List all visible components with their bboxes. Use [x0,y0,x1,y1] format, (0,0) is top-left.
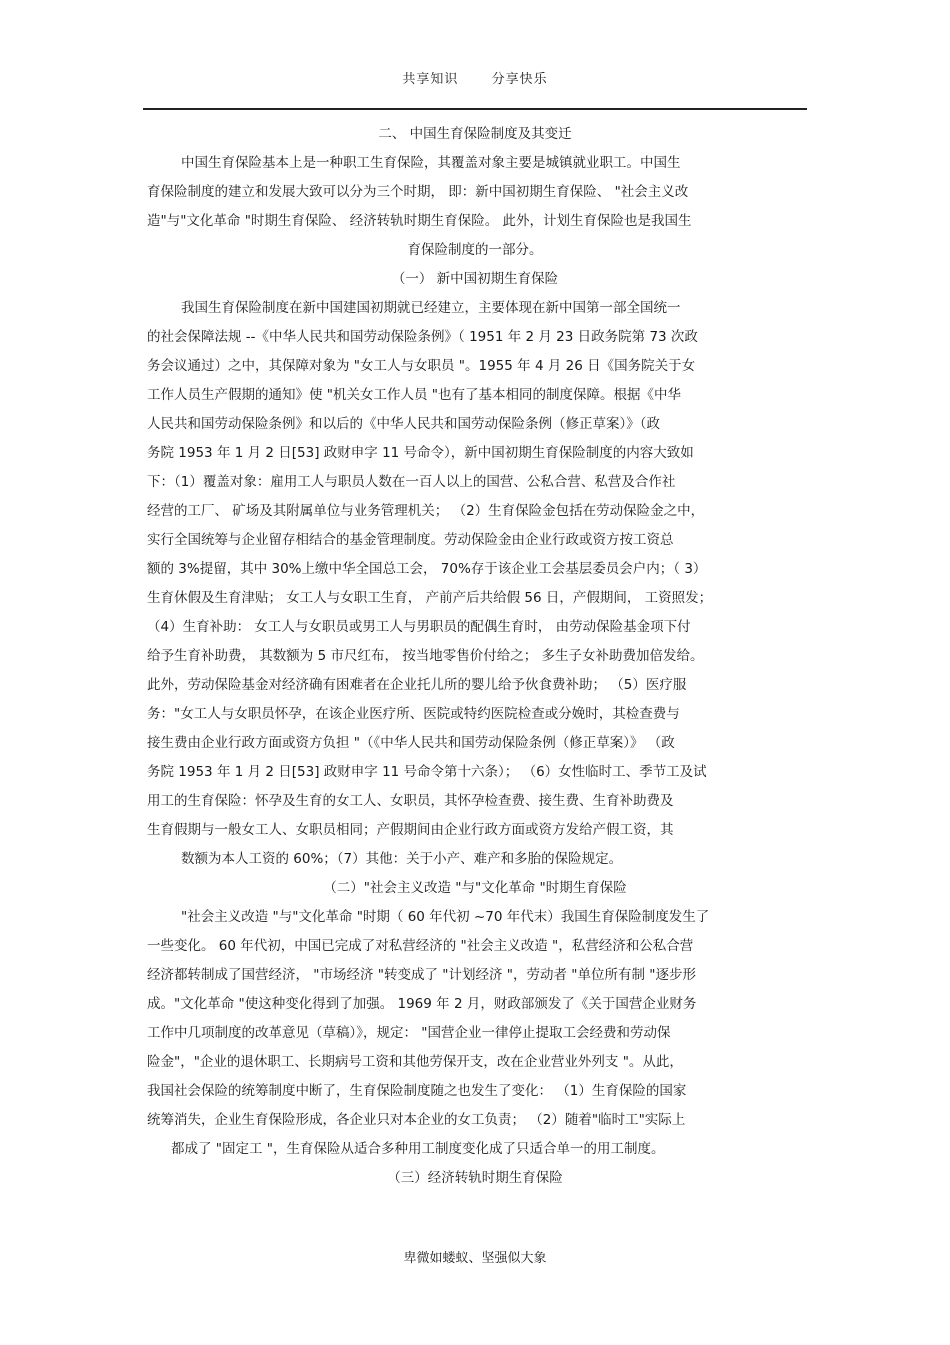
body-line: 我国生育保险制度在新中国建国初期就已经建立，主要体现在新中国第一部全国统一 [181,300,681,316]
header-left-text: 共享知识 [402,72,459,87]
body-line: 经营的工厂、 矿场及其附属单位与业务管理机关； （2）生育保险金包括在劳动保险金之中， [147,503,705,519]
subsection-title-3: （三）经济转轨时期生育保险 [387,1170,563,1186]
body-line: 实行全国统筹与企业留存相结合的基金管理制度。劳动保险金由企业行政或资方按工资总 [147,532,674,548]
intro-line: 育保险制度的一部分。 [407,242,543,258]
body-line: 工作人员生产假期的通知》使 "机关女工作人员 "也有了基本相同的制度保障。根据《中华 [147,387,682,403]
body-line: 人民共和国劳动保险条例》和以后的《中华人民共和国劳动保险条例（修正草案）》（政 [147,416,660,432]
intro-line: 造"与"文化革命 "时期生育保险、 经济转轨时期生育保险。 此外，计划生育保险也是我国生 [147,213,692,229]
body-line: 工作中几项制度的改革意见（草稿）》，规定： "国营企业一律停止提取工会经费和劳动保 [147,1025,671,1041]
body-line: 生育休假及生育津贴； 女工人与女职工生育， 产前产后共给假 56 日，产假期间， 工资照发； [147,590,713,606]
body-line: 此外，劳动保险基金对经济确有困难者在企业托儿所的婴儿给予伙食费补助； （5）医疗服 [147,677,687,693]
page-header [0,68,950,87]
body-line: 务："女工人与女职员怀孕，在该企业医疗所、医院或特约医院检查或分娩时，其检查费与 [147,706,680,722]
intro-paragraph [147,149,803,265]
subsection-1-paragraph [147,294,803,874]
body-line: 额的 3%提留，其中 30%上缴中华全国总工会， 70%存于该企业工会基层委员会户内；（ 3） [147,561,707,577]
body-line: 务会议通过）之中，其保障对象为 "女工人与女职员 "。1955 年 4 月 26 日《国务院关于女 [147,358,696,374]
body-line: 下：（1）覆盖对象：雇用工人与职员人数在一百人以上的国营、公私合营、私营及合作社 [147,474,676,490]
intro-line: 中国生育保险基本上是一种职工生育保险，其覆盖对象主要是城镇就业职工。中国生 [181,155,681,171]
body-line: 生育假期与一般女工人、女职员相同；产假期间由企业行政方面或资方发给产假工资，其 [147,822,674,838]
body-line: （4）生育补助： 女工人与女职员或男工人与男职员的配偶生育时， 由劳动保险基金项下付 [147,619,691,635]
body-line: 我国社会保险的统筹制度中断了，生育保险制度随之也发生了变化： （1）生育保险的国家 [147,1083,687,1099]
body-line: 统筹消失，企业生育保险形成，各企业只对本企业的女工负责； （2）随着"临时工"实际上 [147,1112,686,1128]
body-line: 一些变化。 60 年代初，中国已完成了对私营经济的 "社会主义改造 "，私营经济和公私合营 [147,938,694,954]
subsection-2-paragraph [147,903,803,1164]
document-body [147,120,803,1193]
body-line: 用工的生育保险：怀孕及生育的女工人、女职员，其怀孕检查费、接生费、生育补助费及 [147,793,674,809]
body-line: 的社会保障法规 --《中华人民共和国劳动保险条例》（ 1951 年 2 月 23 日政务院第 73 次政 [147,329,698,345]
body-line: 险金"，"企业的退休职工、长期病号工资和其他劳保开支，改在企业营业外列支 "。从此， [147,1054,683,1070]
intro-line: 育保险制度的建立和发展大致可以分为三个时期， 即：新中国初期生育保险、 "社会主义改 [147,184,689,200]
subsection-title-1: （一） 新中国初期生育保险 [391,271,559,287]
body-line: 都成了 "固定工 "，生育保险从适合多种用工制度变化成了只适合单一的用工制度。 [171,1141,665,1157]
body-line: 务院 1953 年 1 月 2 日[53] 政财申字 11 号命令），新中国初期生育保险制度的内容大致如 [147,445,694,461]
subsection-title-2: （二）"社会主义改造 "与"文化革命 "时期生育保险 [323,880,627,896]
body-line: 接生费由企业行政方面或资方负担 "（《中华人民共和国劳动保险条例（修正草案）》 （政 [147,735,675,751]
body-line: 给予生育补助费， 其数额为 5 市尺红布， 按当地零售价付给之； 多生子女补助费加倍发给。 [147,648,704,664]
body-line: 数额为本人工资的 60%；（7）其他：关于小产、难产和多胎的保险规定。 [181,851,623,867]
header-right-text: 分享快乐 [491,72,548,87]
page-footer: 卑微如蝼蚁、坚强似大象 [403,1251,547,1266]
header-divider [143,108,807,110]
body-line: "社会主义改造 "与"文化革命 "时期（ 60 年代初 ~70 年代末）我国生育保险制度发生了 [181,909,710,925]
body-line: 成。"文化革命 "使这种变化得到了加强。 1969 年 2 月，财政部颁发了《关于国营企业财务 [147,996,697,1012]
body-line: 务院 1953 年 1 月 2 日[53] 政财申字 11 号命令第十六条）； （6）女性临时工、季节工及试 [147,764,707,780]
section-title: 二、 中国生育保险制度及其变迁 [378,126,572,142]
body-line: 经济都转制成了国营经济， "市场经济 "转变成了 "计划经济 "，劳动者 "单位所有制 "逐步形 [147,967,697,983]
